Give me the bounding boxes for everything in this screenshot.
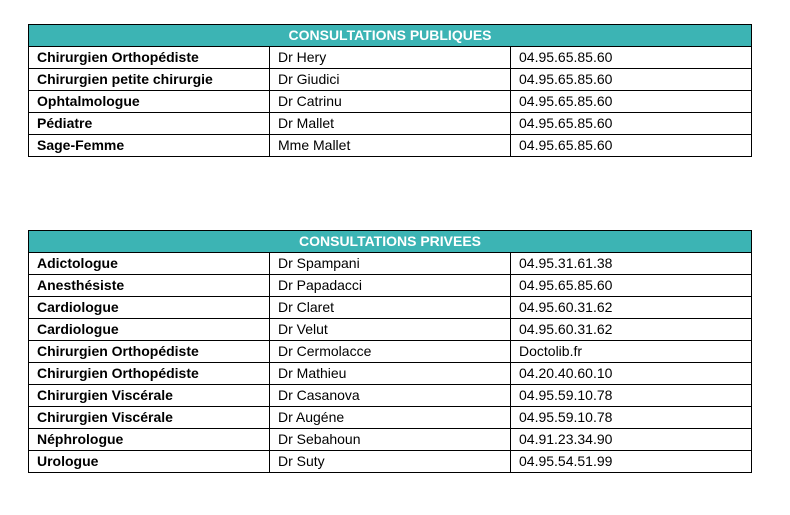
table-row (29, 47, 752, 69)
contact-cell: 04.95.65.85.60 (511, 275, 752, 297)
contact-cell: 04.95.65.85.60 (511, 47, 752, 69)
table-row (29, 407, 752, 429)
contact-cell: 04.95.65.85.60 (511, 91, 752, 113)
table-row (29, 275, 752, 297)
public-consultations-table (28, 24, 752, 157)
contact-cell: 04.91.23.34.90 (511, 429, 752, 451)
specialty-cell: Urologue (29, 451, 270, 473)
contact-cell: 04.95.60.31.62 (511, 297, 752, 319)
contact-cell: 04.95.65.85.60 (511, 69, 752, 91)
table-row (29, 69, 752, 91)
specialty-cell: Sage-Femme (29, 135, 270, 157)
specialty-cell: Anesthésiste (29, 275, 270, 297)
contact-cell: 04.95.65.85.60 (511, 113, 752, 135)
table-row (29, 319, 752, 341)
table-row (29, 385, 752, 407)
table-row (29, 297, 752, 319)
doctor-cell: Dr Casanova (270, 385, 511, 407)
specialty-cell: Chirurgien Viscérale (29, 407, 270, 429)
doctor-cell: Dr Suty (270, 451, 511, 473)
doctor-cell: Dr Sebahoun (270, 429, 511, 451)
specialty-cell: Chirurgien petite chirurgie (29, 69, 270, 91)
table-row (29, 429, 752, 451)
doctor-cell: Dr Giudici (270, 69, 511, 91)
doctor-cell: Dr Claret (270, 297, 511, 319)
specialty-cell: Chirurgien Orthopédiste (29, 47, 270, 69)
specialty-cell: Cardiologue (29, 319, 270, 341)
specialty-cell: Chirurgien Orthopédiste (29, 363, 270, 385)
contact-cell: 04.95.59.10.78 (511, 407, 752, 429)
doctor-cell: Dr Mathieu (270, 363, 511, 385)
contact-cell: 04.95.60.31.62 (511, 319, 752, 341)
table-row (29, 113, 752, 135)
specialty-cell: Chirurgien Viscérale (29, 385, 270, 407)
doctor-cell: Dr Papadacci (270, 275, 511, 297)
table-header-row (29, 231, 752, 253)
contact-cell: 04.95.59.10.78 (511, 385, 752, 407)
doctor-cell: Dr Cermolacce (270, 341, 511, 363)
specialty-cell: Ophtalmologue (29, 91, 270, 113)
specialty-cell: Pédiatre (29, 113, 270, 135)
public-consultations-title: CONSULTATIONS PUBLIQUES (29, 25, 752, 47)
specialty-cell: Chirurgien Orthopédiste (29, 341, 270, 363)
table-row (29, 451, 752, 473)
private-consultations-table (28, 230, 752, 473)
doctor-cell: Dr Velut (270, 319, 511, 341)
contact-cell: 04.95.54.51.99 (511, 451, 752, 473)
specialty-cell: Adictologue (29, 253, 270, 275)
doctor-cell: Mme Mallet (270, 135, 511, 157)
table-row (29, 363, 752, 385)
doctor-cell: Dr Spampani (270, 253, 511, 275)
specialty-cell: Néphrologue (29, 429, 270, 451)
table-row (29, 341, 752, 363)
doctor-cell: Dr Mallet (270, 113, 511, 135)
doctor-cell: Dr Hery (270, 47, 511, 69)
table-row (29, 135, 752, 157)
doctor-cell: Dr Catrinu (270, 91, 511, 113)
contact-cell: 04.95.65.85.60 (511, 135, 752, 157)
specialty-cell: Cardiologue (29, 297, 270, 319)
table-header-row (29, 25, 752, 47)
doctor-cell: Dr Augéne (270, 407, 511, 429)
contact-cell: 04.95.31.61.38 (511, 253, 752, 275)
contact-cell: Doctolib.fr (511, 341, 752, 363)
private-consultations-body (29, 253, 752, 473)
table-row (29, 91, 752, 113)
contact-cell: 04.20.40.60.10 (511, 363, 752, 385)
private-consultations-title: CONSULTATIONS PRIVEES (29, 231, 752, 253)
public-consultations-body (29, 47, 752, 157)
table-row (29, 253, 752, 275)
